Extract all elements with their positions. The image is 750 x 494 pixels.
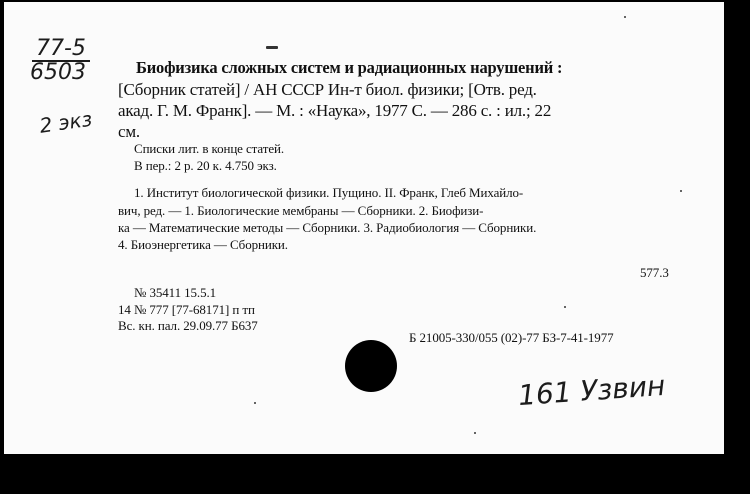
accession-line-2: 14 № 777 [77-68171] п тп [118, 302, 255, 317]
title-line-2: [Сборник статей] / АН СССР Ин-т биол. физики; [Отв. ред. [118, 80, 537, 99]
subject-line-4: 4. Биоэнергетика — Сборники. [118, 237, 288, 252]
ink-speck [624, 16, 626, 18]
class-number: 577.3 [640, 265, 669, 280]
publisher-code: Б 21005-330/055 (02)-77 БЗ-7-41-1977 [409, 330, 614, 345]
title-line-3: акад. Г. М. Франк]. — М. : «Наука», 1977 С. — 286 с. : ил.; 22 [118, 101, 552, 120]
punch-hole [345, 340, 397, 392]
call-number-top: 77-5 [32, 38, 90, 62]
subject-line-3: ка — Математические методы — Сборники. 3. Радиобиология — Сборники. [118, 220, 537, 235]
margin-note: 2 экз [38, 106, 94, 138]
subject-line-1: 1. Институт биологической физики. Пущино. II. Франк, Глеб Михайло- [134, 185, 524, 200]
note-bibliography: Списки лит. в конце статей. [134, 141, 285, 156]
note-binding-price: В пер.: 2 р. 20 к. 4.750 экз. [134, 158, 277, 173]
accession-line-1: № 35411 15.5.1 [134, 285, 217, 300]
ink-speck [474, 432, 476, 434]
title-line-4: см. [118, 122, 140, 141]
ink-speck [564, 306, 566, 308]
title-line-1: Биофизика сложных систем и радиационных нарушений : [136, 58, 563, 77]
call-number-bottom: 6503 [30, 60, 86, 85]
accession-line-3: Вс. кн. пал. 29.09.77 Б637 [118, 318, 258, 333]
subject-line-2: вич, ред. — 1. Биологические мембраны — Сборники. 2. Биофизи- [118, 203, 484, 218]
ink-speck [680, 190, 682, 192]
handwritten-signature: 161 Узвин [517, 368, 667, 413]
ink-speck [266, 46, 278, 49]
ink-speck [254, 402, 256, 404]
